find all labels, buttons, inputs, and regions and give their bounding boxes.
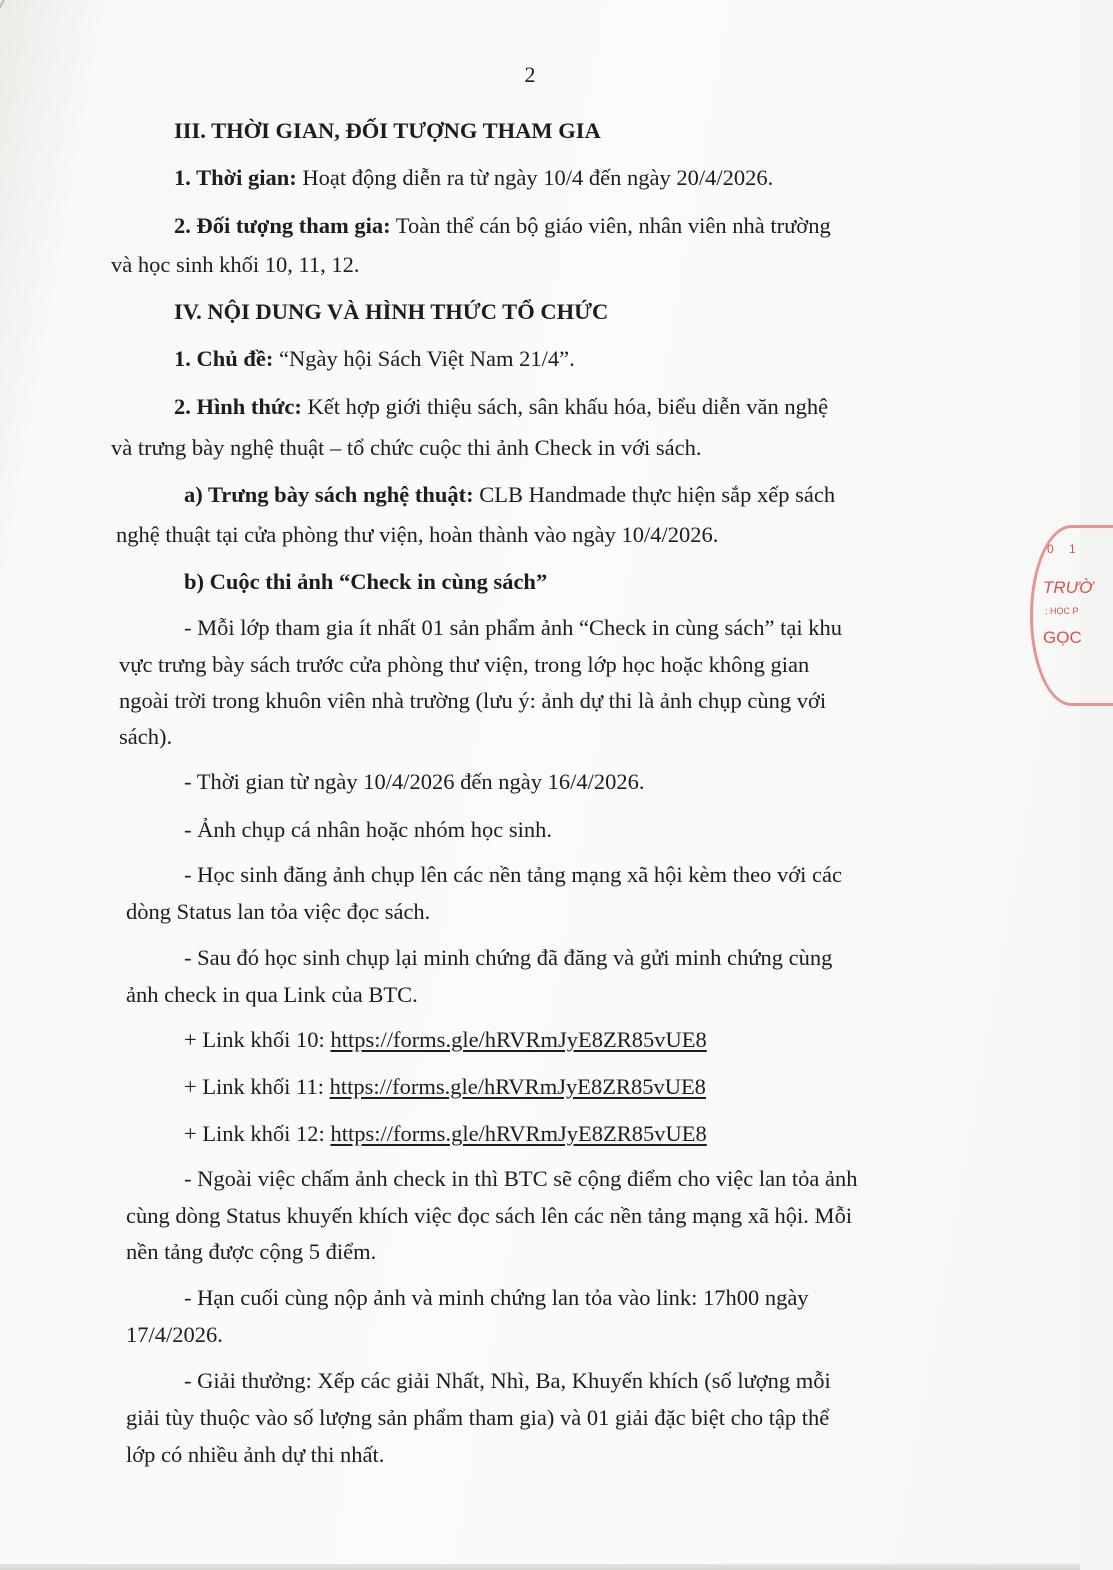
text-span: ngoài trời trong khuôn viên nhà trường (lưu ý: ảnh dự thi là ảnh chụp cùng với: [119, 688, 827, 713]
form-link[interactable]: https://forms.gle/hRVRmJyE8ZR85vUE8: [330, 1121, 707, 1146]
text-span: sách).: [119, 724, 173, 749]
text-span: và trưng bày nghệ thuật – tổ chức cuộc thi ảnh Check in với sách.: [111, 435, 702, 460]
text-span: “Ngày hội Sách Việt Nam 21/4”.: [273, 346, 575, 371]
text-span: lớp có nhiều ảnh dự thi nhất.: [126, 1442, 385, 1467]
bold-label: III. THỜI GIAN, ĐỐI TƯỢNG THAM GIA: [174, 118, 601, 143]
text-span: ảnh check in qua Link của BTC.: [126, 982, 418, 1007]
text-line: [174, 344, 575, 374]
text-span: CLB Handmade thực hiện sắp xếp sách: [473, 482, 836, 507]
red-stamp: [1030, 525, 1113, 706]
text-line: [184, 943, 832, 973]
text-line: [116, 520, 718, 550]
form-link[interactable]: https://forms.gle/hRVRmJyE8ZR85vUE8: [330, 1027, 707, 1052]
text-line: [184, 480, 835, 510]
bold-label: a) Trưng bày sách nghệ thuật:: [184, 482, 474, 507]
text-line: [184, 767, 645, 797]
text-span: Toàn thể cán bộ giáo viên, nhân viên nhà trường: [390, 213, 831, 238]
bold-label: 1. Chủ đề:: [174, 346, 274, 371]
stamp-text-line1: TRƯỜ: [1043, 578, 1093, 597]
text-span: + Link khối 10:: [184, 1027, 331, 1052]
text-span: - Sau đó học sinh chụp lại minh chứng đã đăng và gửi minh chứng cùng: [184, 945, 833, 970]
text-line: [174, 163, 773, 193]
text-line: [126, 1201, 852, 1231]
text-span: Kết hợp giới thiệu sách, sân khấu hóa, biểu diễn văn nghệ: [301, 394, 829, 419]
text-line: [184, 567, 547, 597]
page-bottom-edge: [0, 1564, 1080, 1570]
text-line: [184, 613, 842, 643]
text-span: - Thời gian từ ngày 10/4/2026 đến ngày 16/4/2026.: [184, 769, 645, 794]
text-line: [126, 1440, 384, 1470]
bold-label: 2. Đối tượng tham gia:: [174, 213, 391, 238]
text-span: vực trưng bày sách trước cửa phòng thư viện, trong lớp học hoặc không gian: [119, 652, 810, 677]
text-span: nền tảng được cộng 5 điểm.: [126, 1239, 377, 1264]
text-line: [119, 722, 172, 752]
text-span: nghệ thuật tại cửa phòng thư viện, hoàn thành vào ngày 10/4/2026.: [116, 522, 719, 547]
text-line: [184, 860, 842, 890]
text-span: cùng dòng Status khuyến khích việc đọc sách lên các nền tảng mạng xã hội. Mỗi: [126, 1203, 853, 1228]
text-span: và học sinh khối 10, 11, 12.: [111, 252, 360, 277]
bold-label: IV. NỘI DUNG VÀ HÌNH THỨC TỔ CHỨC: [174, 299, 609, 324]
text-line: [126, 1237, 376, 1267]
text-line: [126, 897, 430, 927]
text-line: [111, 250, 360, 280]
text-span: - Giải thưởng: Xếp các giải Nhất, Nhì, Ba, Khuyến khích (số lượng mỗi: [184, 1368, 831, 1393]
text-line: [184, 1164, 858, 1194]
text-span: - Ảnh chụp cá nhân hoặc nhóm học sinh.: [184, 817, 553, 842]
text-line: [111, 433, 702, 463]
form-link[interactable]: https://forms.gle/hRVRmJyE8ZR85vUE8: [329, 1074, 706, 1099]
text-line: [119, 686, 826, 716]
text-line: [174, 392, 828, 422]
text-line: [184, 1072, 706, 1102]
bold-label: 1. Thời gian:: [174, 165, 297, 190]
stamp-digits: 0 1: [1047, 542, 1082, 556]
text-line: [119, 650, 809, 680]
text-line: [184, 1283, 809, 1313]
text-line: [184, 1119, 707, 1149]
text-line: [126, 980, 418, 1010]
text-span: giải tùy thuộc vào số lượng sản phẩm tham gia) và 01 giải đặc biệt cho tập thể: [126, 1405, 830, 1430]
stamp-text-line3: GỌC: [1043, 628, 1082, 647]
text-line: [184, 815, 552, 845]
bold-label: b) Cuộc thi ảnh “Check in cùng sách”: [184, 569, 548, 594]
text-span: - Học sinh đăng ảnh chụp lên các nền tảng mạng xã hội kèm theo với các: [184, 862, 842, 887]
stamp-text-line2: ; HỌC P: [1045, 606, 1079, 616]
bold-label: 2. Hình thức:: [174, 394, 302, 419]
text-span: 17/4/2026.: [126, 1322, 223, 1347]
text-line: [174, 211, 831, 241]
text-span: - Hạn cuối cùng nộp ảnh và minh chứng lan tỏa vào link: 17h00 ngày: [184, 1285, 809, 1310]
text-span: Hoạt động diễn ra từ ngày 10/4 đến ngày 20/4/2026.: [296, 165, 774, 190]
text-span: - Ngoài việc chấm ảnh check in thì BTC sẽ cộng điểm cho việc lan tỏa ảnh: [184, 1166, 858, 1191]
text-span: dòng Status lan tỏa việc đọc sách.: [126, 899, 431, 924]
text-line: [126, 1403, 829, 1433]
text-span: + Link khối 12:: [184, 1121, 331, 1146]
text-line: [184, 1366, 831, 1396]
text-span: + Link khối 11:: [184, 1074, 330, 1099]
section-heading: [174, 116, 601, 146]
text-line: [126, 1320, 223, 1350]
text-line: [184, 1025, 707, 1055]
section-heading: [174, 297, 608, 327]
page-number: 2: [524, 62, 536, 87]
text-span: - Mỗi lớp tham gia ít nhất 01 sản phẩm ảnh “Check in cùng sách” tại khu: [184, 615, 842, 640]
